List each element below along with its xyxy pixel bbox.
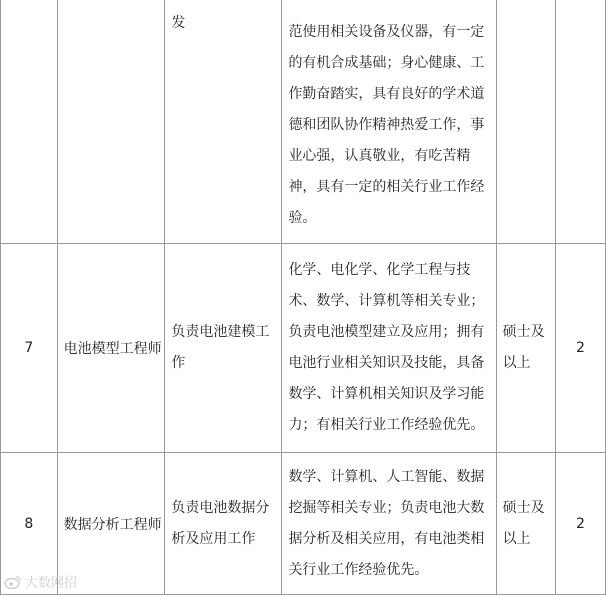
- requirement-line: 范使用相关设备及仪器，有一定: [288, 23, 485, 40]
- job-title-cell: [57, 0, 165, 244]
- job-title-cell: [57, 244, 165, 453]
- headcount: 2: [575, 340, 585, 356]
- education-line: 硕士及: [502, 324, 545, 340]
- requirement-line: 力；有相关行业工作经验优先。: [288, 417, 485, 433]
- row-number: 7: [24, 340, 34, 356]
- headcount-cell: [555, 0, 605, 244]
- requirement-line: 德和团队协作精神热爱工作，事: [288, 116, 485, 133]
- watermark: [4, 572, 77, 591]
- weibo-logo-icon: [4, 575, 22, 589]
- education-cell: [496, 244, 555, 453]
- requirement-line: 数学、计算机、人工智能、数据: [288, 468, 485, 485]
- requirement-line: 数学、计算机相关知识及学习能: [288, 386, 485, 402]
- education-line: 以上: [502, 355, 531, 371]
- requirement-line: 神，具有一定的相关行业工作经: [288, 178, 485, 195]
- duty-line: 作: [171, 355, 186, 371]
- table-row: [1, 0, 606, 244]
- requirement-line: 验。: [288, 209, 317, 226]
- watermark-text: 大数网招: [25, 576, 78, 591]
- job-title: 电池模型工程师: [63, 341, 162, 357]
- duty-line: 发: [171, 15, 186, 31]
- duty-cell: [165, 453, 282, 595]
- duty-line: 负责电池数据分: [171, 499, 270, 516]
- requirement-line: 关行业工作经验优先。: [288, 561, 429, 578]
- row-number: 8: [24, 515, 34, 532]
- requirement-line: 业心强，认真敬业，有吃苦精: [288, 147, 471, 164]
- education-line: 硕士及: [502, 499, 545, 516]
- headcount-cell: [555, 244, 605, 453]
- requirement-line: 的有机合成基础；身心健康、工: [288, 54, 485, 71]
- requirement-cell: [282, 0, 496, 244]
- row-number-cell: [1, 0, 58, 244]
- requirement-line: 负责电池模型建立及应用；拥有: [288, 324, 485, 340]
- duty-line: 析及应用工作: [171, 530, 256, 547]
- education-cell: [496, 453, 555, 595]
- requirement-line: 作勤奋踏实，具有良好的学术道: [288, 85, 485, 102]
- job-title: 数据分析工程师: [63, 516, 162, 533]
- requirement-cell: [282, 453, 496, 595]
- row-number-cell: [1, 244, 58, 453]
- requirement-line: 电池行业相关知识及技能，具备: [288, 355, 485, 371]
- table-row: [1, 244, 606, 453]
- requirement-line: 术、数学、计算机等相关专业；: [288, 293, 485, 309]
- headcount: 2: [575, 515, 585, 532]
- education-cell: [496, 0, 555, 244]
- requirement-line: 据分析及相关应用，有电池类相: [288, 530, 485, 547]
- education-line: 以上: [502, 530, 531, 547]
- requirement-line: 挖掘等相关专业；负责电池大数: [288, 499, 485, 516]
- duty-cell: [165, 244, 282, 453]
- headcount-cell: [555, 453, 605, 595]
- table-row: [1, 453, 606, 595]
- requirement-cell: [282, 244, 496, 453]
- duty-cell: [165, 0, 282, 244]
- duty-line: 负责电池建模工: [171, 324, 270, 340]
- requirement-line: 化学、电化学、化学工程与技: [288, 262, 471, 278]
